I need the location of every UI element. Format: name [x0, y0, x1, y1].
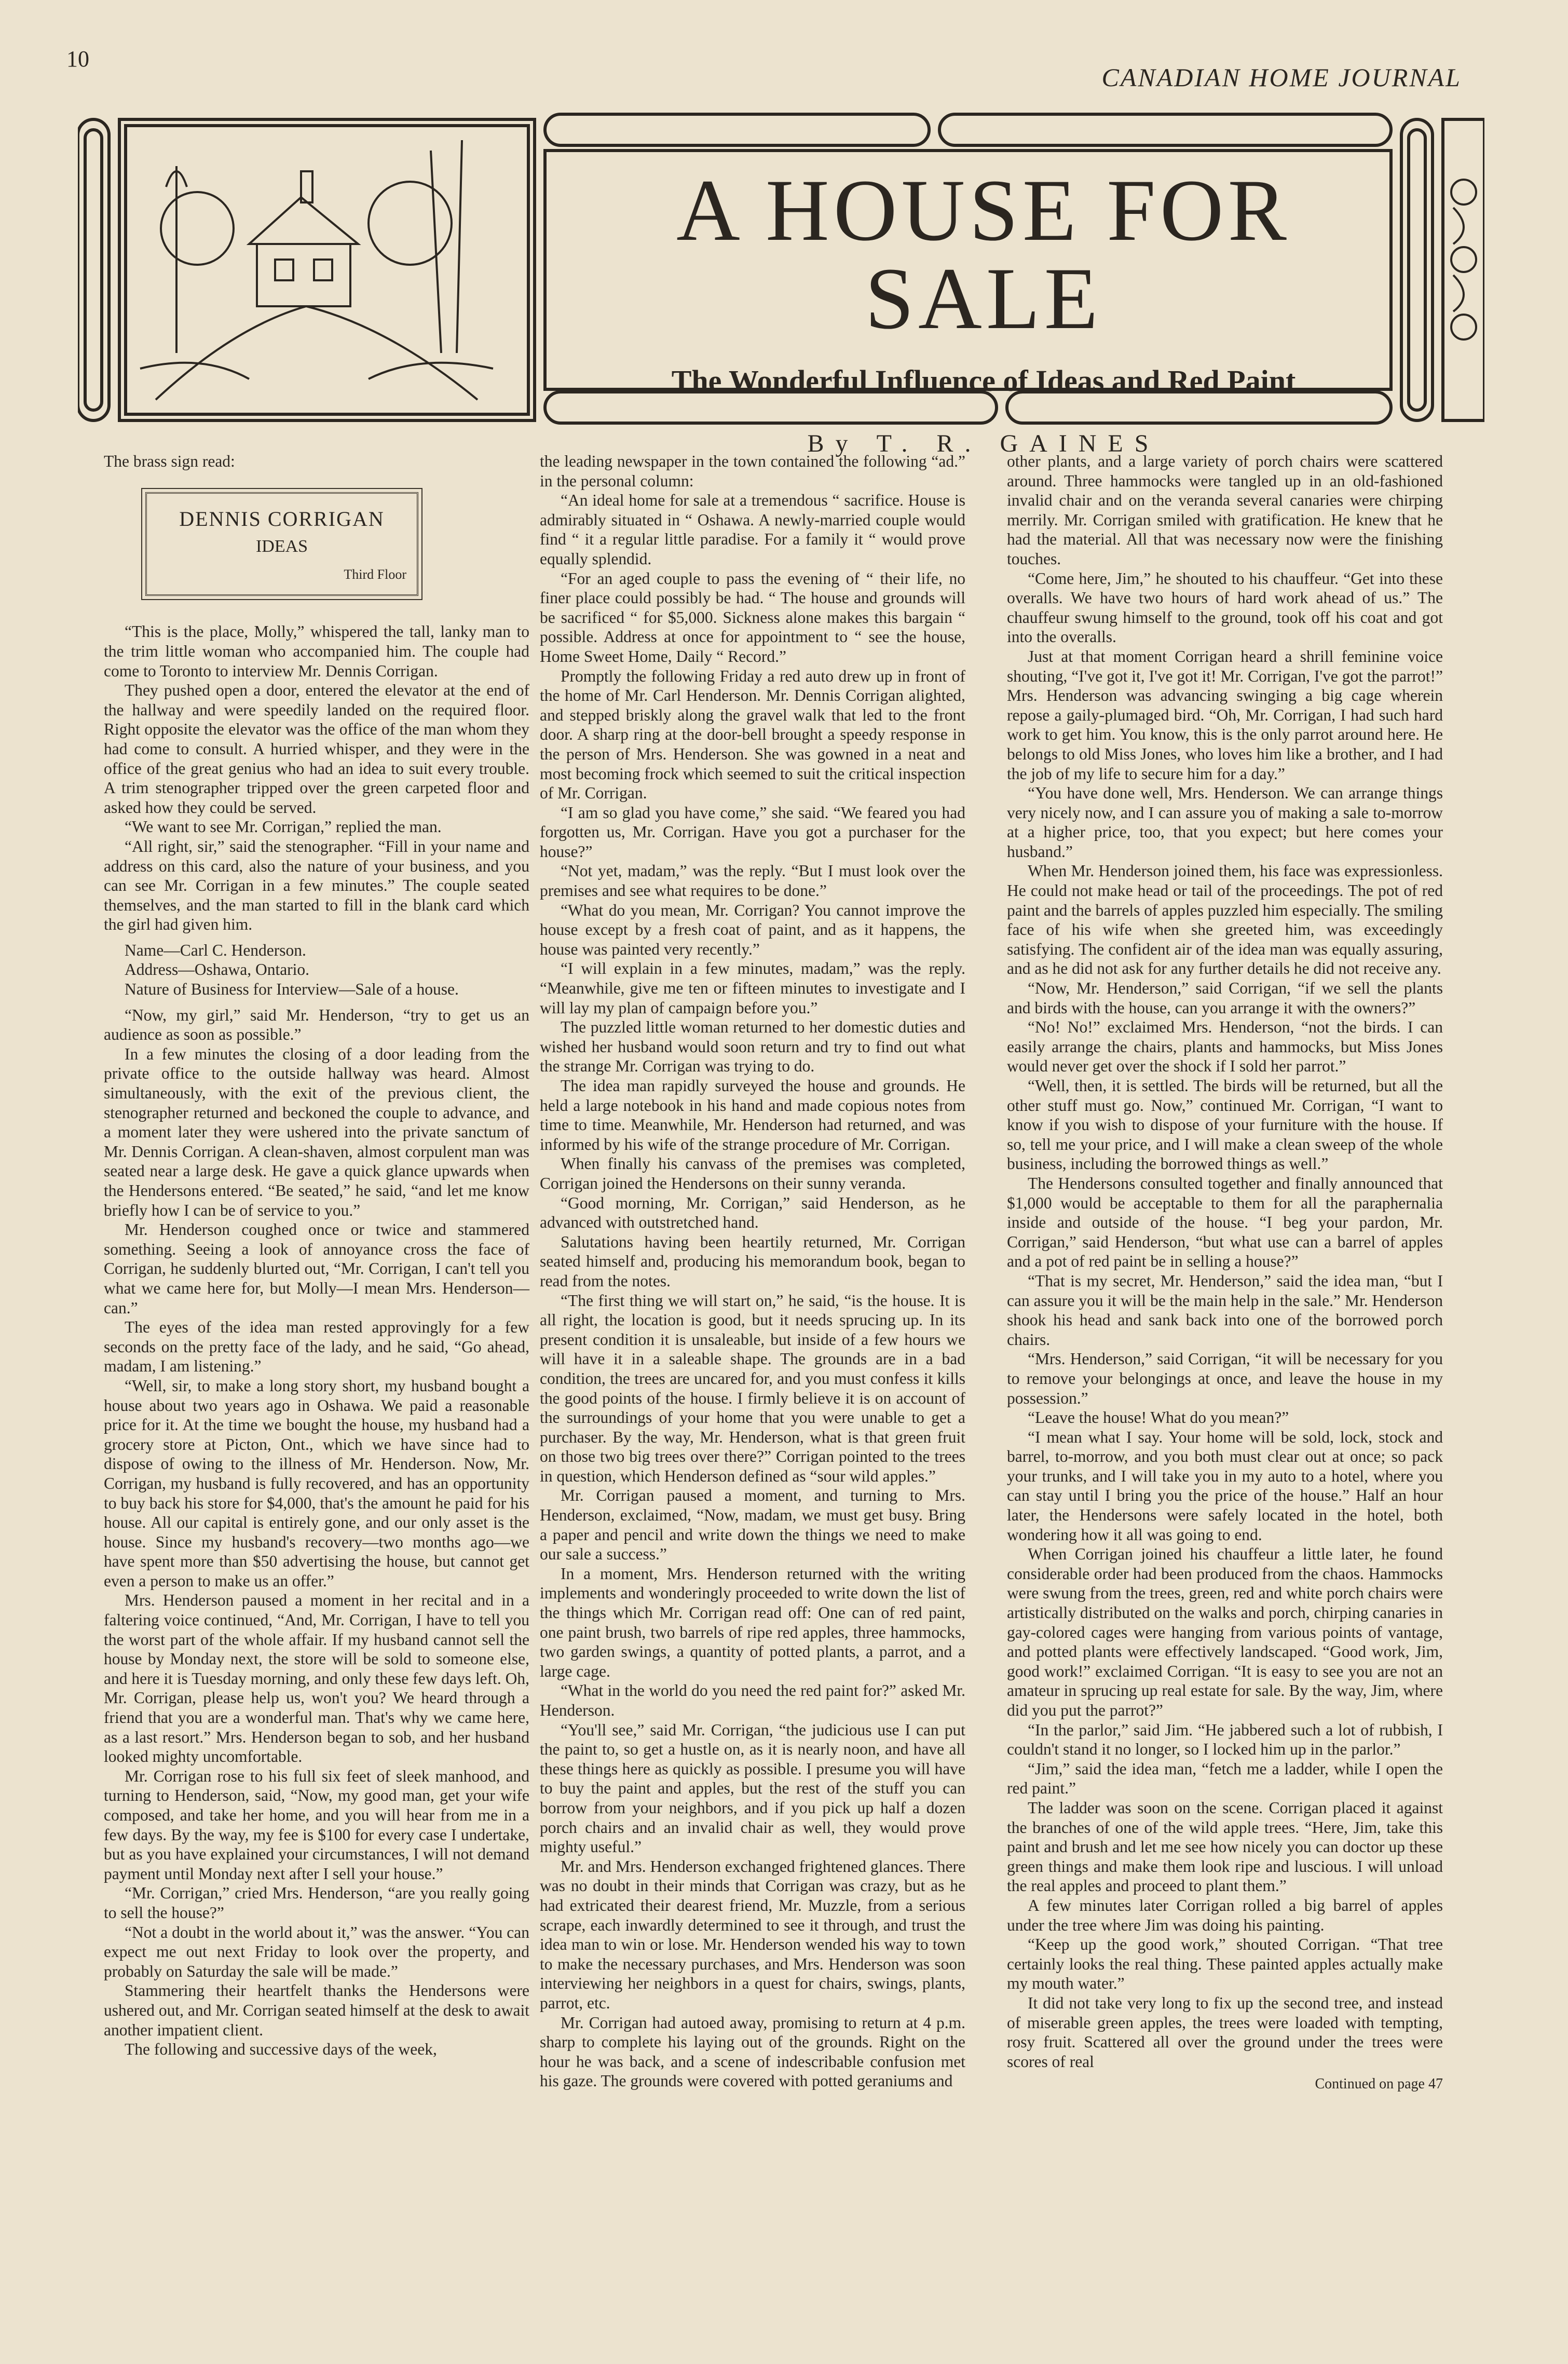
- brass-sign: [145, 492, 418, 596]
- paragraph: The following and successive days of the week,: [125, 2040, 437, 2059]
- paragraph: A few minutes later Corrigan rolled a big barrel of apples under the tree where Jim was doing his painting.: [1007, 1896, 1443, 1934]
- ad-paragraph: “An ideal home for sale at a tremendous “ sacrifice. House is admirably situated in “ Oshawa. A newly-married couple would find “ it a regular little paradise. For a family it “ would prove equally splendid.: [540, 491, 965, 568]
- continued-note: Continued on page 47: [1315, 2076, 1443, 2093]
- header-banner: [78, 109, 1484, 457]
- paragraph: Stammering their heartfelt thanks the Hendersons were ushered out, and Mr. Corrigan seated himself at the desk to await another impatient client.: [104, 1981, 529, 2039]
- paragraph: When finally his canvass of the premises was completed, Corrigan joined the Hendersons on their sunny veranda.: [540, 1154, 965, 1192]
- title-block: [576, 161, 1391, 458]
- paragraph: “What do you mean, Mr. Corrigan? You cannot improve the house except by a fresh coat of paint, and as it happens, the house was painted very recently.”: [540, 901, 965, 958]
- paragraph: Mr. Corrigan rose to his full six feet of sleek manhood, and turning to Henderson, said, “Now, my good man, get your wife composed, and take her home, and you will hear from me in a few days. By the way, my fee is $100 for every case I undertake, but as you have explained your circumstances, I will not demand payment until Monday next after I sell your house.”: [104, 1767, 529, 1883]
- paragraph: Mr. and Mrs. Henderson exchanged frightened glances. There was no doubt in their minds that Corrigan was crazy, but as he had extricated their dearest friend, Mr. Muzzle, from a serious scrape, each inwardly determined to see it through, and trust the idea man to win or lose. Mr. Henderson wended his way to town to make the necessary purchases, and Mrs. Henderson was soon interviewing her neighbors in a quest for chairs, swings, plants, parrot, etc.: [540, 1857, 965, 2012]
- paragraph: In a moment, Mrs. Henderson returned with the writing implements and wonderingly proceeded to write down the list of the things which Mr. Corrigan read off: One can of red paint, one paint brush, two barrels of ripe red apples, three hammocks, two garden swings, a quantity of potted plants, a parrot, and a large cage.: [540, 1564, 965, 1680]
- column-2: [540, 452, 965, 2091]
- card-address: Address—Oshawa, Ontario.: [125, 960, 310, 979]
- paragraph: Mr. Corrigan paused a moment, and turning to Mrs. Henderson, exclaimed, “Now, madam, we must get busy. Bring a paper and pencil and write down the things we need to make our sale a success.”: [540, 1486, 965, 1564]
- sign-ideas: IDEAS: [255, 537, 308, 556]
- paragraph: the leading newspaper in the town contained the following “ad.” in the personal column:: [540, 452, 965, 490]
- paragraph: They pushed open a door, entered the elevator at the end of the hallway and were speedily landed on the required floor. Right opposite the elevator was the office of the man whom they had come to consult. A hurried whisper, and they were in the office of the great genius who had an idea to suit every trouble. A trim stenographer tripped over the green carpeted floor and asked how they could be served.: [104, 681, 529, 817]
- card-name: Name—Carl C. Henderson.: [125, 941, 306, 959]
- paragraph: “You'll see,” said Mr. Corrigan, “the judicious use I can put the paint to, so get a hustle on, as it is nearly noon, and have all these things here as quickly as possible. I presume you will have to buy the paint and apples, but the rest of the stuff you can borrow from your neighbors, and if you pick up half a dozen porch chairs and an invalid chair as well, they would prove mighty useful.”: [540, 1720, 965, 1856]
- paragraph: “We want to see Mr. Corrigan,” replied the man.: [125, 818, 442, 836]
- column-1: [104, 452, 529, 2059]
- paragraph: “Not a doubt in the world about it,” was the answer. “You can expect me out next Friday to look over the property, and probably on Saturday the sale will be made.”: [104, 1923, 529, 1980]
- paragraph: “Now, Mr. Henderson,” said Corrigan, “if we sell the plants and birds with the house, can you arrange it with the owners?”: [1007, 979, 1443, 1017]
- paragraph: “Not yet, madam,” was the reply. “But I must look over the premises and see what requires to be done.”: [540, 862, 965, 900]
- paragraph: “Leave the house! What do you mean?”: [1028, 1408, 1289, 1427]
- paragraph: “Come here, Jim,” he shouted to his chauffeur. “Get into these overalls. We have two hours of hard work ahead of us.” The chauffeur swung himself to the ground, took off his coat and got into the overalls.: [1007, 569, 1443, 646]
- column-3: [1007, 452, 1443, 2094]
- paragraph: In a few minutes the closing of a door leading from the private office to the outside hallway was heard. Almost simultaneously, with the exit of the previous client, the stenographer returned and beckoned the couple to advance, and a moment later they were ushered into the private sanctum of Mr. Dennis Corrigan. A clean-shaven, almost corpulent man was seated near a large desk. He gave a quick glance upwards when the Hendersons entered. “Be seated,” he said, “and let me know briefly how I can be of service to you.”: [104, 1044, 529, 1219]
- paragraph: other plants, and a large variety of porch chairs were scattered around. Three hammocks were tangled up in an old-fashioned invalid chair and on the veranda several canaries were chirping merrily. Mr. Corrigan smiled with gratification. He knew that he had the material. All that was necessary now were the finishing touches.: [1007, 452, 1443, 568]
- paragraph: It did not take very long to fix up the second tree, and instead of miserable green apples, the trees were loaded with tempting, rosy fruit. Scattered all over the ground under the trees were scores of real: [1007, 1993, 1443, 2071]
- paragraph: Mr. Henderson coughed once or twice and stammered something. Seeing a look of annoyance cross the face of Corrigan, he suddenly blurted out, “Mr. Corrigan, I can't tell you what we came here for, but Molly—I mean Mrs. Henderson—can.”: [104, 1220, 529, 1317]
- paragraph: Salutations having been heartily returned, Mr. Corrigan seated himself and, producing his memorandum book, began to read from the notes.: [540, 1232, 965, 1290]
- paragraph: “What in the world do you need the red paint for?” asked Mr. Henderson.: [540, 1681, 965, 1719]
- paragraph: The Hendersons consulted together and finally announced that $1,000 would be acceptable to them for all the paraphernalia inside and outside of the house. “I beg your pardon, Mr. Corrigan,” said Henderson, “but what use can a barrel of apples and a pot of red paint be in selling a house?”: [1007, 1174, 1443, 1271]
- article-byline: By T. R. GAINES: [807, 430, 1160, 457]
- paragraph: “Mrs. Henderson,” said Corrigan, “it will be necessary for you to remove your belongings at once, and leave the house in my possession.”: [1007, 1350, 1443, 1407]
- paragraph: When Mr. Henderson joined them, his face was expressionless. He could not make head or tail of the proceedings. The pot of red paint and the barrels of apples puzzled him especially. The smiling face of his wife when she greeted him, was exceedingly satisfying. The confident air of the idea man was equally assuring, and as he did not ask for any further details he did not receive any.: [1007, 862, 1443, 978]
- paragraph: The brass sign read:: [104, 452, 235, 470]
- page-number: 10: [66, 46, 89, 72]
- paragraph: “I mean what I say. Your home will be sold, lock, stock and barrel, to-morrow, and you both must clear out at once; so pack your trunks, and I will take you in my auto to a hotel, where you can stay until I bring you the price of the house.” Half an hour later, the Hendersons were safely located in the hotel, both wondering how it all was going to end.: [1007, 1428, 1443, 1544]
- paragraph: “All right, sir,” said the stenographer. “Fill in your name and address on this card, also the nature of your business, and you can see Mr. Corrigan in a few minutes.” The couple seated themselves, and the man started to fill in the blank card which the girl had given him.: [104, 837, 529, 934]
- sign-floor: Third Floor: [344, 566, 406, 582]
- paragraph: The ladder was soon on the scene. Corrigan placed it against the branches of one of the wild apple trees. “Here, Jim, take this paint and brush and let me see how nicely you can doctor up these green things and make them look ripe and luscious. I will unload the real apples and proceed to plant them.”: [1007, 1798, 1443, 1895]
- paragraph: When Corrigan joined his chauffeur a little later, he found considerable order had been produced from the chaos. Hammocks were swung from the trees, green, red and white porch chairs were artistically distributed on the walks and porch, chirping canaries in gay-colored cages were hanging from various points of vantage, and potted plants were effectively landscaped. “Good work, Jim, good work!” exclaimed Corrigan. “It is easy to see you are not an amateur in sprucing up real estate for sale. By the way, Jim, where did you put the parrot?”: [1007, 1545, 1443, 1719]
- paragraph: Mr. Corrigan had autoed away, promising to return at 4 p.m. sharp to complete his laying out of the grounds. Right on the hour he was back, and a scene of indescribable confusion met his gaze. The grounds were covered with potted geraniums and: [540, 2013, 965, 2090]
- paragraph: “Now, my girl,” said Mr. Henderson, “try to get us an audience as soon as possible.”: [104, 1006, 529, 1044]
- paragraph: “Mr. Corrigan,” cried Mrs. Henderson, “are you really going to sell the house?”: [104, 1884, 529, 1922]
- paragraph: Promptly the following Friday a red auto drew up in front of the home of Mr. Carl Henderson. Mr. Dennis Corrigan alighted, and stepped briskly along the gravel walk that led to the front door. A sharp ring at the door-bell brought a speedy response in the person of Mrs. Henderson. She was gowned in a neat and most becoming frock which seemed to suit the critical inspection of Mr. Corrigan.: [540, 667, 965, 803]
- paragraph: “The first thing we will start on,” he said, “is the house. It is all right, the location is good, but it needs sprucing up. In its present condition it is unsaleable, but inside of a few hours we will have it in a saleable shape. The grounds are in a bad condition, the trees are uncared for, and you must confess it kills the good points of the house. I firmly believe it is on account of the surroundings of your home that you were unable to get a purchaser. By the way, Mr. Henderson, what is that green fruit on those two big trees over there?” Corrigan pointed to the trees in question, which Henderson defined as “sour wild apples.”: [540, 1291, 965, 1485]
- article-subtitle: The Wonderful Influence of Ideas and Red Paint: [671, 364, 1296, 398]
- paragraph: The idea man rapidly surveyed the house and grounds. He held a large notebook in his hand and made copious notes from time to time. Meanwhile, Mr. Henderson had returned, and was informed by his wife of the strange procedure of Mr. Corrigan.: [540, 1077, 965, 1153]
- paragraph: “Keep up the good work,” shouted Corrigan. “That tree certainly looks the real thing. These painted apples actually make my mouth water.”: [1007, 1935, 1443, 1993]
- paragraph: “In the parlor,” said Jim. “He jabbered such a lot of rubbish, I couldn't stand it no longer, so I locked him up in the parlor.”: [1007, 1720, 1443, 1759]
- paragraph: The puzzled little woman returned to her domestic duties and wished her husband would soon return and try to find out what the strange Mr. Corrigan was trying to do.: [540, 1018, 965, 1076]
- paragraph: “I will explain in a few minutes, madam,” was the reply. “Meanwhile, give me ten or fifteen minutes to investigate and I will lay my plan of campaign before you.”: [540, 959, 965, 1017]
- card-business: Nature of Business for Interview—Sale of a house.: [125, 980, 459, 999]
- paragraph: “You have done well, Mrs. Henderson. We can arrange things very nicely now, and I can assure you of making a sale to-morrow at a higher price, too, that you expect; but here comes your husband.”: [1007, 784, 1443, 861]
- paragraph: Mrs. Henderson paused a moment in her recital and in a faltering voice continued, “And, Mr. Corrigan, I have to tell you the worst part of the whole affair. If my husband cannot sell the house by Monday next, the store will be sold to someone else, and here it is Tuesday morning, and only these few days left. Oh, Mr. Corrigan, please help us, won't you? We heard through a friend that you are a wonderful man. That's why we came here, as a last resort.” Mrs. Henderson began to sob, and her husband looked mighty uncomfortable.: [104, 1591, 529, 1766]
- paragraph: “Good morning, Mr. Corrigan,” said Henderson, as he advanced with outstretched hand.: [540, 1193, 965, 1232]
- article-title: A HOUSE FOR SALE: [676, 161, 1291, 347]
- paragraph: The eyes of the idea man rested approvingly for a few seconds on the pretty face of the lady, and he said, “Go ahead, madam, I am listening.”: [104, 1318, 529, 1376]
- paragraph: Just at that moment Corrigan heard a shrill feminine voice shouting, “I've got it, I've got it! Mr. Corrigan, I've got the parrot!” Mrs. Henderson was advancing swinging a big cage wherein repose a gaily-plumaged bird. “Oh, Mr. Corrigan, I had such hard work to get him. You know, this is the only parrot around here. He belongs to old Miss Jones, who loves him like a brother, and I had the job of my life to secure him for a day.”: [1007, 647, 1443, 783]
- paragraph: “That is my secret, Mr. Henderson,” said the idea man, “but I can assure you it will be the main help in the sale.” Mr. Henderson shook his head and sank back into one of the borrowed porch chairs.: [1007, 1271, 1443, 1349]
- paragraph: “No! No!” exclaimed Mrs. Henderson, “not the birds. I can easily arrange the chairs, plants and hammocks, but Miss Jones would never get over the shock if I sold her parrot.”: [1007, 1018, 1443, 1076]
- paragraph: “This is the place, Molly,” whispered the tall, lanky man to the trim little woman who accompanied him. The couple had come to Toronto to interview Mr. Dennis Corrigan.: [104, 622, 529, 680]
- running-head: CANADIAN HOME JOURNAL: [1101, 63, 1462, 92]
- paragraph: “Well, sir, to make a long story short, my husband bought a house about two years ago in Oshawa. We paid a reasonable price for it. At the time we bought the house, my husband had a grocery store at Picton, Ont., which we have since had to dispose of owing to the illness of Mr. Henderson. Now, Mr. Corrigan, my husband is fully recovered, and has an opportunity to buy back his store for $4,000, that's the amount he paid for his house. All our capital is entirely gone, and our only asset is the house. Since my husband's recovery—two months ago—we have spent more than $50 advertising the house, but cannot get even a person to make us an offer.”: [104, 1376, 529, 1590]
- paragraph: “Well, then, it is settled. The birds will be returned, but all the other stuff must go. Now,” continued Mr. Corrigan, “I want to know if you wish to dispose of your furniture with the house. If so, tell me your price, and I will make a clean sweep of the whole business, including the borrowed things as well.”: [1007, 1077, 1443, 1173]
- paragraph: “Jim,” said the idea man, “fetch me a ladder, while I open the red paint.”: [1007, 1759, 1443, 1798]
- article-body: [104, 452, 1505, 2300]
- ad-paragraph: “For an aged couple to pass the evening of “ their life, no finer place could possibly be had. “ The house and grounds will be sacrificed “ for $5,000. Sickness alone makes this bargain “ possible. Address at once for appointment to “ see the house, Home Sweet Home, Daily “ Record.”: [540, 569, 965, 665]
- sign-name: DENNIS CORRIGAN: [179, 507, 385, 531]
- paragraph: “I am so glad you have come,” she said. “We feared you had forgotten us, Mr. Corrigan. Have you got a purchaser for the house?”: [540, 803, 965, 861]
- house-illustration: [140, 140, 493, 400]
